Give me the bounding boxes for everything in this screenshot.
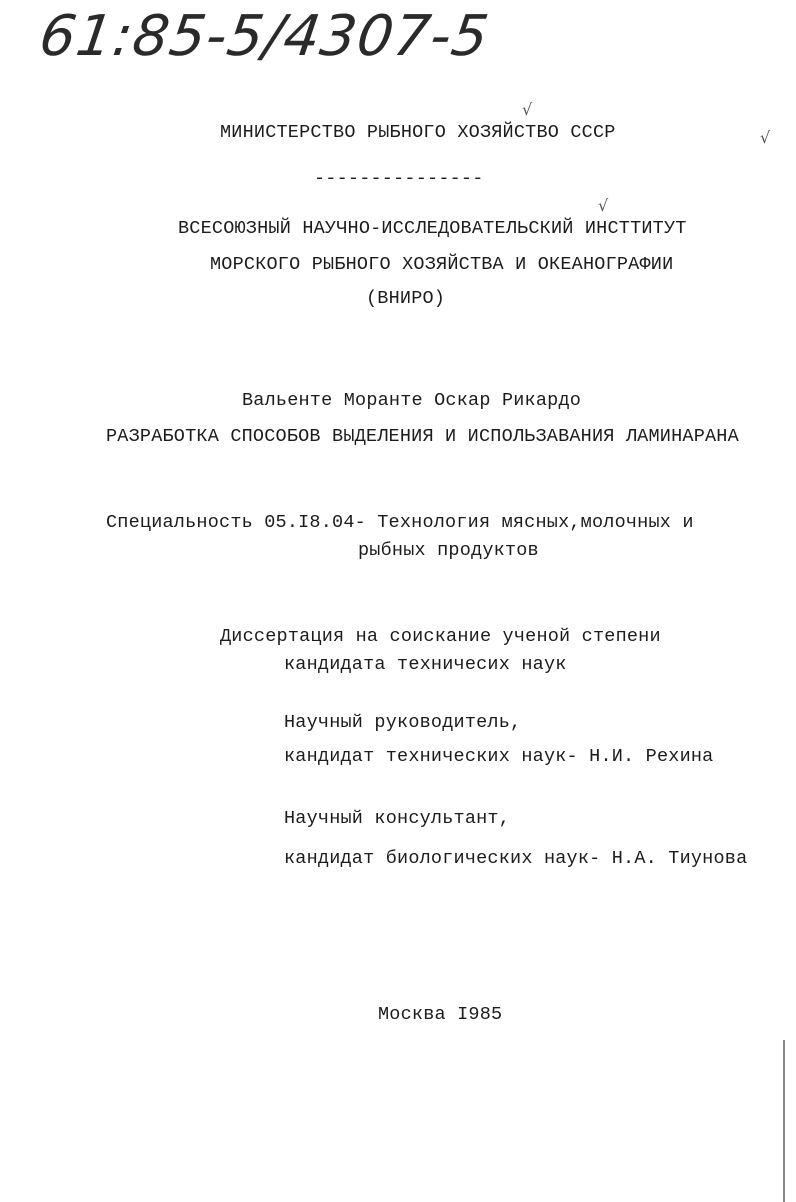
supervisor-role: Научный руководитель, — [284, 712, 522, 733]
dissertation-title: РАЗРАБОТКА СПОСОБОВ ВЫДЕЛЕНИЯ И ИСПОЛЬЗАВАНИЯ ЛАМИНАРАНА — [106, 426, 739, 447]
check-mark-icon: √ — [598, 196, 609, 215]
consultant-name: кандидат биологических наук- Н.А. Тиунова — [284, 848, 748, 869]
scan-edge-line — [783, 1040, 785, 1202]
supervisor-name: кандидат технических наук- Н.И. Рехина — [284, 746, 714, 767]
dissertation-degree-line2: кандидата техничесих наук — [284, 654, 567, 675]
place-and-year: Москва I985 — [378, 1004, 503, 1025]
check-mark-icon: √ — [522, 100, 533, 119]
handwritten-catalog-code: 61:85-5/4307-5 — [35, 4, 494, 69]
dissertation-degree-line1: Диссертация на соискание ученой степени — [220, 626, 661, 647]
institute-name-line2: МОРСКОГО РЫБНОГО ХОЗЯЙСТВА И ОКЕАНОГРАФИИ — [210, 254, 674, 275]
author-name: Вальенте Моранте Оскар Рикардо — [242, 390, 582, 411]
institute-name-line1: ВСЕСОЮЗНЫЙ НАУЧНО-ИССЛЕДОВАТЕЛЬСКИЙ ИНСТТИТУТ — [178, 218, 687, 239]
separator-line: --------------- — [314, 168, 484, 189]
specialty-line2: рыбных продуктов — [358, 540, 539, 561]
check-mark-icon: √ — [760, 128, 771, 147]
ministry-heading: МИНИСТЕРСТВО РЫБНОГО ХОЗЯЙСТВО СССР — [220, 122, 616, 143]
specialty-line1: Специальность 05.I8.04- Технология мясных,молочных и — [106, 512, 694, 533]
institute-abbreviation: (ВНИРО) — [366, 288, 446, 309]
consultant-role: Научный консультант, — [284, 808, 511, 829]
